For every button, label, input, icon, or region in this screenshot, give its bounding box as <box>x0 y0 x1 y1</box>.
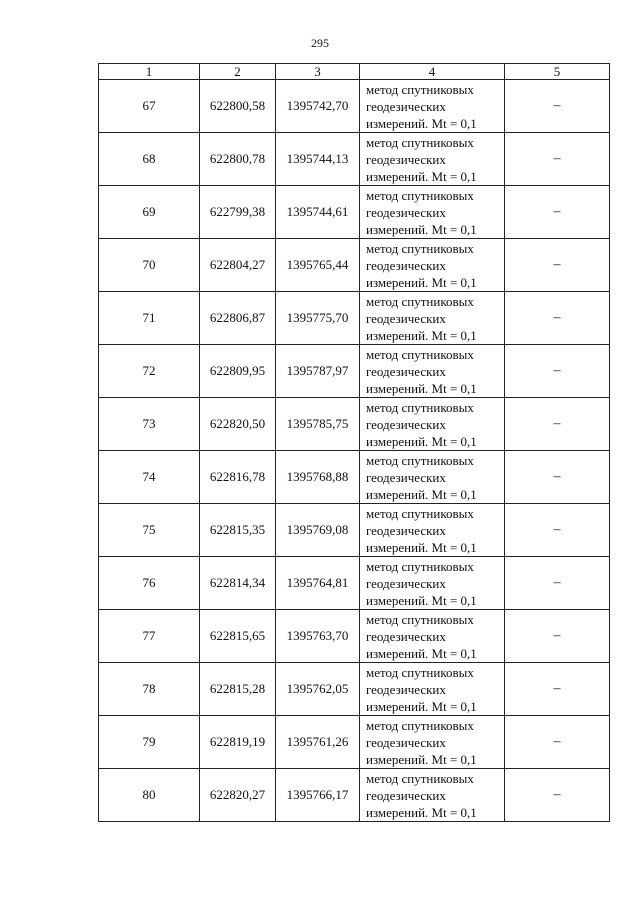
method-line: измерений. Mt = 0,1 <box>366 168 477 184</box>
dash-cell: – <box>505 133 610 186</box>
method-line: измерений. Mt = 0,1 <box>366 645 477 661</box>
method-line: метод спутниковых <box>366 187 474 203</box>
x-coordinate-cell: 622800,58 <box>200 80 276 133</box>
y-coordinate-cell: 1395744,61 <box>276 186 360 239</box>
header-col-1: 1 <box>99 64 200 80</box>
point-number-cell: 70 <box>99 239 200 292</box>
coordinates-table <box>98 63 610 822</box>
method-line: геодезических <box>366 363 446 379</box>
header-col-4: 4 <box>360 64 505 80</box>
method-line: геодезических <box>366 628 446 644</box>
point-number-cell: 68 <box>99 133 200 186</box>
method-line: геодезических <box>366 257 446 273</box>
method-line: метод спутниковых <box>366 505 474 521</box>
point-number-cell: 79 <box>99 716 200 769</box>
x-coordinate-cell: 622816,78 <box>200 451 276 504</box>
method-line: геодезических <box>366 98 446 114</box>
x-coordinate-cell: 622800,78 <box>200 133 276 186</box>
x-coordinate-cell: 622815,65 <box>200 610 276 663</box>
method-line: метод спутниковых <box>366 452 474 468</box>
header-col-2: 2 <box>200 64 276 80</box>
method-cell <box>360 292 505 345</box>
method-line: метод спутниковых <box>366 81 474 97</box>
dash-cell: – <box>505 716 610 769</box>
header-col-3: 3 <box>276 64 360 80</box>
x-coordinate-cell: 622820,50 <box>200 398 276 451</box>
method-line: метод спутниковых <box>366 770 474 786</box>
x-coordinate-cell: 622815,35 <box>200 504 276 557</box>
point-number-cell: 80 <box>99 769 200 822</box>
method-line: геодезических <box>366 681 446 697</box>
y-coordinate-cell: 1395775,70 <box>276 292 360 345</box>
dash-cell: – <box>505 398 610 451</box>
method-line: измерений. Mt = 0,1 <box>366 221 477 237</box>
method-line: измерений. Mt = 0,1 <box>366 751 477 767</box>
y-coordinate-cell: 1395763,70 <box>276 610 360 663</box>
dash-cell: – <box>505 186 610 239</box>
table-row <box>99 716 610 769</box>
method-line: метод спутниковых <box>366 664 474 680</box>
point-number-cell: 69 <box>99 186 200 239</box>
table-body <box>99 80 610 822</box>
method-line: измерений. Mt = 0,1 <box>366 592 477 608</box>
x-coordinate-cell: 622815,28 <box>200 663 276 716</box>
method-cell <box>360 345 505 398</box>
dash-cell: – <box>505 239 610 292</box>
table-row <box>99 133 610 186</box>
dash-cell: – <box>505 557 610 610</box>
table-row <box>99 557 610 610</box>
y-coordinate-cell: 1395742,70 <box>276 80 360 133</box>
method-line: метод спутниковых <box>366 611 474 627</box>
point-number-cell: 67 <box>99 80 200 133</box>
method-cell <box>360 80 505 133</box>
method-line: метод спутниковых <box>366 558 474 574</box>
table-header-row <box>99 64 610 80</box>
method-line: геодезических <box>366 204 446 220</box>
method-line: геодезических <box>366 734 446 750</box>
x-coordinate-cell: 622804,27 <box>200 239 276 292</box>
point-number-cell: 72 <box>99 345 200 398</box>
method-line: геодезических <box>366 522 446 538</box>
y-coordinate-cell: 1395744,13 <box>276 133 360 186</box>
point-number-cell: 75 <box>99 504 200 557</box>
table-row <box>99 80 610 133</box>
table-row <box>99 504 610 557</box>
method-line: измерений. Mt = 0,1 <box>366 804 477 820</box>
table-row <box>99 186 610 239</box>
page-number: 295 <box>311 36 329 50</box>
x-coordinate-cell: 622820,27 <box>200 769 276 822</box>
method-line: геодезических <box>366 787 446 803</box>
table-row <box>99 610 610 663</box>
y-coordinate-cell: 1395768,88 <box>276 451 360 504</box>
table-row <box>99 451 610 504</box>
method-line: измерений. Mt = 0,1 <box>366 433 477 449</box>
method-line: метод спутниковых <box>366 240 474 256</box>
method-line: геодезических <box>366 151 446 167</box>
method-cell <box>360 451 505 504</box>
method-line: геодезических <box>366 310 446 326</box>
x-coordinate-cell: 622806,87 <box>200 292 276 345</box>
x-coordinate-cell: 622819,19 <box>200 716 276 769</box>
method-cell <box>360 186 505 239</box>
method-line: измерений. Mt = 0,1 <box>366 698 477 714</box>
method-cell <box>360 716 505 769</box>
method-line: геодезических <box>366 469 446 485</box>
method-line: измерений. Mt = 0,1 <box>366 115 477 131</box>
method-line: метод спутниковых <box>366 134 474 150</box>
method-line: метод спутниковых <box>366 399 474 415</box>
dash-cell: – <box>505 504 610 557</box>
dash-cell: – <box>505 663 610 716</box>
method-cell <box>360 610 505 663</box>
point-number-cell: 71 <box>99 292 200 345</box>
dash-cell: – <box>505 345 610 398</box>
x-coordinate-cell: 622809,95 <box>200 345 276 398</box>
y-coordinate-cell: 1395762,05 <box>276 663 360 716</box>
point-number-cell: 74 <box>99 451 200 504</box>
x-coordinate-cell: 622814,34 <box>200 557 276 610</box>
method-cell <box>360 557 505 610</box>
method-line: измерений. Mt = 0,1 <box>366 539 477 555</box>
method-line: геодезических <box>366 416 446 432</box>
table-row <box>99 292 610 345</box>
method-line: геодезических <box>366 575 446 591</box>
y-coordinate-cell: 1395764,81 <box>276 557 360 610</box>
point-number-cell: 77 <box>99 610 200 663</box>
y-coordinate-cell: 1395766,17 <box>276 769 360 822</box>
dash-cell: – <box>505 80 610 133</box>
table-row <box>99 345 610 398</box>
method-cell <box>360 239 505 292</box>
method-line: измерений. Mt = 0,1 <box>366 486 477 502</box>
method-line: измерений. Mt = 0,1 <box>366 327 477 343</box>
method-cell <box>360 133 505 186</box>
method-line: измерений. Mt = 0,1 <box>366 380 477 396</box>
x-coordinate-cell: 622799,38 <box>200 186 276 239</box>
y-coordinate-cell: 1395785,75 <box>276 398 360 451</box>
method-cell <box>360 663 505 716</box>
table-row <box>99 769 610 822</box>
y-coordinate-cell: 1395769,08 <box>276 504 360 557</box>
dash-cell: – <box>505 292 610 345</box>
table-row <box>99 398 610 451</box>
point-number-cell: 78 <box>99 663 200 716</box>
point-number-cell: 73 <box>99 398 200 451</box>
y-coordinate-cell: 1395761,26 <box>276 716 360 769</box>
dash-cell: – <box>505 451 610 504</box>
method-line: метод спутниковых <box>366 293 474 309</box>
point-number-cell: 76 <box>99 557 200 610</box>
method-cell <box>360 504 505 557</box>
method-line: метод спутниковых <box>366 346 474 362</box>
y-coordinate-cell: 1395765,44 <box>276 239 360 292</box>
dash-cell: – <box>505 769 610 822</box>
method-cell <box>360 769 505 822</box>
y-coordinate-cell: 1395787,97 <box>276 345 360 398</box>
method-line: измерений. Mt = 0,1 <box>366 274 477 290</box>
method-cell <box>360 398 505 451</box>
table-row <box>99 239 610 292</box>
method-line: метод спутниковых <box>366 717 474 733</box>
table-row <box>99 663 610 716</box>
header-col-5: 5 <box>505 64 610 80</box>
dash-cell: – <box>505 610 610 663</box>
